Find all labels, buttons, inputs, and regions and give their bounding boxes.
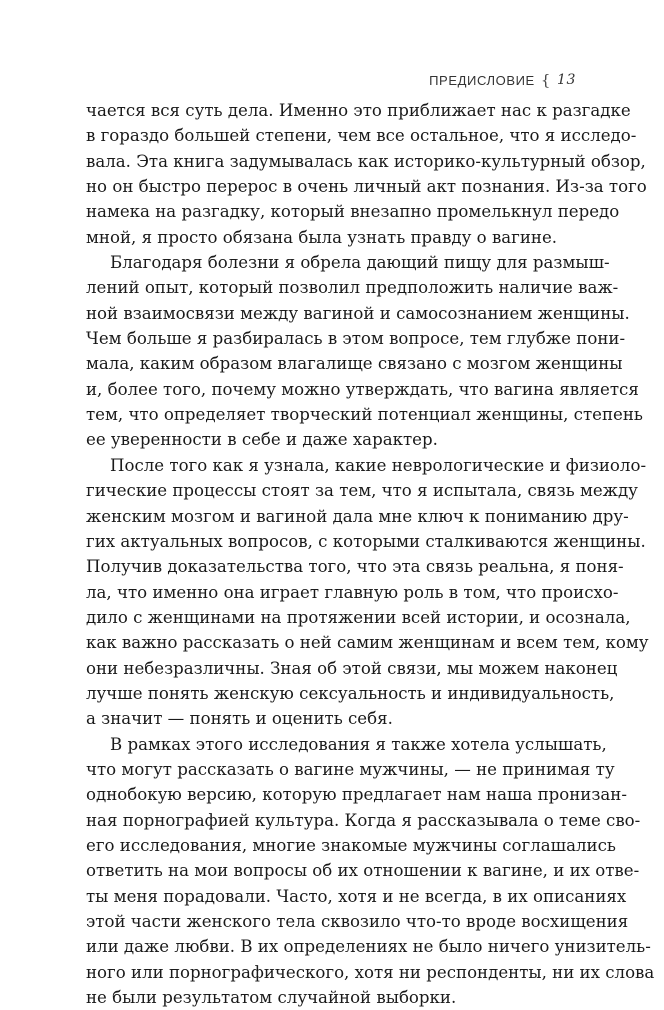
text-line: ной взаимосвязи между вагиной и самосознанием женщины. <box>86 303 630 323</box>
text-line: Чем больше я разбиралась в этом вопросе, тем глубже пони- <box>86 329 626 349</box>
text-line: однобокую версию, которую предлагает нам наша пронизан- <box>86 785 627 805</box>
body-text <box>86 98 655 1010</box>
text-line: и, более того, почему можно утверждать, что вагина является <box>86 379 639 399</box>
text-line: ты меня порадовали. Часто, хотя и не всегда, в их описаниях <box>86 886 627 906</box>
text-line: ная порнографией культура. Когда я рассказывала о теме сво- <box>86 810 641 830</box>
text-line: После того как я узнала, какие неврологические и физиоло- <box>110 455 647 475</box>
text-line: В рамках этого исследования я также хотела услышать, <box>110 734 607 754</box>
text-line: лучше понять женскую сексуальность и индивидуальность, <box>86 683 615 703</box>
text-line: женским мозгом и вагиной дала мне ключ к пониманию дру- <box>86 506 629 526</box>
text-line: ее уверенности в себе и даже характер. <box>86 430 438 450</box>
section-title: ПРЕДИСЛОВИЕ <box>429 72 535 88</box>
text-line: дило с женщинами на протяжении всей истории, и осознала, <box>86 607 631 627</box>
text-line: а значит — понять и оценить себя. <box>86 709 393 729</box>
page-number: 13 <box>556 72 576 88</box>
text-line: что могут рассказать о вагине мужчины, — не принимая ту <box>86 759 615 779</box>
text-line: гих актуальных вопросов, с которыми сталкиваются женщины. <box>86 531 646 551</box>
text-line: тем, что определяет творческий потенциал женщины, степень <box>86 405 643 425</box>
text-line: но он быстро перерос в очень личный акт познания. Из-за того <box>86 177 647 197</box>
text-line: в гораздо большей степени, чем все остальное, что я исследо- <box>86 126 637 146</box>
text-line: лений опыт, который позволил предположить наличие важ- <box>86 278 619 298</box>
text-line: как важно рассказать о ней самим женщинам и всем тем, кому <box>86 633 649 653</box>
brace-separator: { <box>540 71 551 89</box>
text-line: мала, каким образом влагалище связано с мозгом женщины <box>86 354 623 374</box>
text-line: Получив доказательства того, что эта связь реальна, я поня- <box>86 557 624 577</box>
text-line: чается вся суть дела. Именно это приближает нас к разгадке <box>86 101 631 120</box>
text-line: ного или порнографического, хотя ни респонденты, ни их слова <box>86 962 655 982</box>
text-line: не были результатом случайной выборки. <box>86 988 457 1008</box>
text-line: Благодаря болезни я обрела дающий пищу для размыш- <box>110 253 610 273</box>
text-line: ответить на мои вопросы об их отношении к вагине, и их отве- <box>86 861 640 881</box>
text-line: этой части женского тела сквозило что-то вроде восхищения <box>86 912 629 931</box>
text-line: гические процессы стоят за тем, что я испытала, связь между <box>86 481 638 501</box>
text-line: мной, я просто обязана была узнать правду о вагине. <box>86 227 558 247</box>
text-line: его исследования, многие знакомые мужчины соглашались <box>86 835 616 855</box>
text-line: вала. Эта книга задумывалась как историко-культурный обзор, <box>86 151 646 171</box>
text-line: ла, что именно она играет главную роль в том, что происхо- <box>86 582 619 602</box>
text-line: они небезразличны. Зная об этой связи, мы можем наконец <box>86 658 618 678</box>
running-header <box>429 71 576 89</box>
text-line: или даже любви. В их определениях не было ничего унизитель- <box>86 937 651 957</box>
text-line: намека на разгадку, который внезапно промелькнул передо <box>86 202 620 222</box>
